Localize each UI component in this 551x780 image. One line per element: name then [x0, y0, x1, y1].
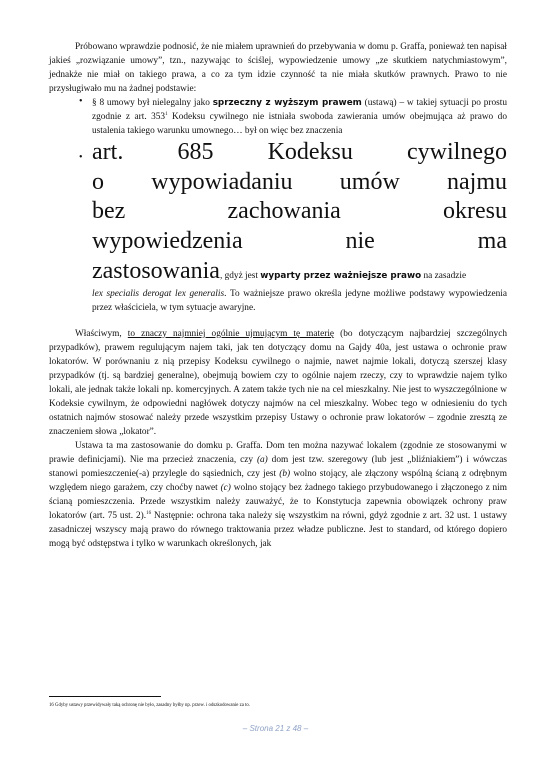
paragraph-intro: Próbowano wprawdzie podnosić, że nie miałem uprawnień do przebywania w domu p. Graffa, ponieważ ten napisał jakieś „rozwiązanie umowy”, tzn., nazywając to ściślej, wypowiedzenie umowy „ze skutkiem natychmiastowym”, jednakże nie miał on takiego prawa, a co za tym idzie czynność ta nie miała skutków prawnych. Prawo to nie przysługiwało mu na żadnej podstawie:: [49, 42, 507, 94]
bullet-icon: •: [79, 152, 83, 163]
document-body: [49, 40, 507, 551]
bullet-icon: •: [79, 96, 83, 107]
enlarged-text: art. 685 Kodeksu cywilnego o wypowiadaniu umów najmu bez zachowania okresu wypowiedzenia nie ma zastosowania, gdyż jest wyparty przez ważniejsze prawo na zasadzie: [92, 139, 507, 284]
footnote-divider: [49, 696, 161, 697]
list-item-text: § 8 umowy był nielegalny jako sprzeczny z wyższym prawem (ustawą) – w takiej sytuacji po prostu zgodnie z art. $353^1$ Kodeksu cywilnego nie istniała swoboda zawierania umów obejmująca aż prawo do ustalenia takiego warunku umownego… był on więc bez znaczenia: [92, 98, 507, 136]
list-item-contract-clause: [49, 96, 507, 138]
list-item-text: lex specialis derogat lex generalis. To ważniejsze prawo określa jedyne możliwe podstawy wypowiedzenia przez właściciela, w tym sytuacje awaryjne.: [92, 288, 507, 313]
paragraph-applicability: Ustawa ta ma zastosowanie do domku p. Graffa. Dom ten można nazywać lokalem (zgodnie ze stosowanymi w prawie definicjami). Nie ma przecież znaczenia, czy (a) dom jest tzw. szeregowy (lub jest „bliźniakiem”) i wówczas stanowi pomieszczenie(-a) przylegle do sąsiednich, czy jest (b) wolno stojący, ale złączony wspólną ścianą z odrębnym względem niego garażem, czy choćby nawet (c) wolno stojący bez żadnego takiego przybudowanego i złączonego z nim ścianą pomieszczenia. Przede wszystkim należy zauważyć, że to Konstytucja zapewnia obowiązek ochrony praw lokatorów (art. 75 ust. 2).$^{16}$ Następnie: ochrona taka należy się wszystkim na równi, gdyż zgodnie z art. 32 ust. 1 ustawy zasadniczej wszyscy mają prawo do równego traktowania przez władze publiczne. Jest to standard, od którego dopiero mogą być odstępstwa i tylko w warunkach określonych, jak: [49, 440, 507, 549]
footnote: 16 Gdyby ustawy przewidywały taką ochronę nie było, zasadny byłby np. przew. i odszkodowanie za to.: [49, 703, 250, 708]
footnote-ref[interactable]: 16: [146, 510, 152, 516]
grounds-list: [49, 96, 507, 315]
page-number: – Strona 21 z 48 –: [242, 724, 309, 733]
list-item-article-685: [49, 138, 507, 315]
paragraph-proper-law: Właściwym, to znaczy najmniej ogólnie ujmującym tę materię (bo dotyczącym najbardziej szczególnych przypadków), prawem regulującym najem taki, jak ten dotyczący domu na Gajdy 40a, jest ustawa o ochronie praw lokatorów. W porównaniu z nią przepisy Kodeksu cywilnego o najmie, nawet najmie lokali, dotyczą szerszej klasy przypadków (tj. są bardziej generalne), obejmują bowiem czy to ogólnie najem rzeczy, czy to wprawdzie najem tylko lokali, ale jednak także lokali np. komercyjnych. A zatem także tych nie na cel mieszkalny. Nie jest to wyszczególnione w Kodeksie cywilnym, że odpowiedni nagłówek dotyczy najmów na cel mieszkalny. Wobec tego w odniesieniu do tych ostatnich najmów stosować należy przede wszystkim przepisy Ustawy o ochronie praw lokatorów – zgodnie zresztą ze znaczeniem słowa „lokator”.: [49, 328, 507, 437]
